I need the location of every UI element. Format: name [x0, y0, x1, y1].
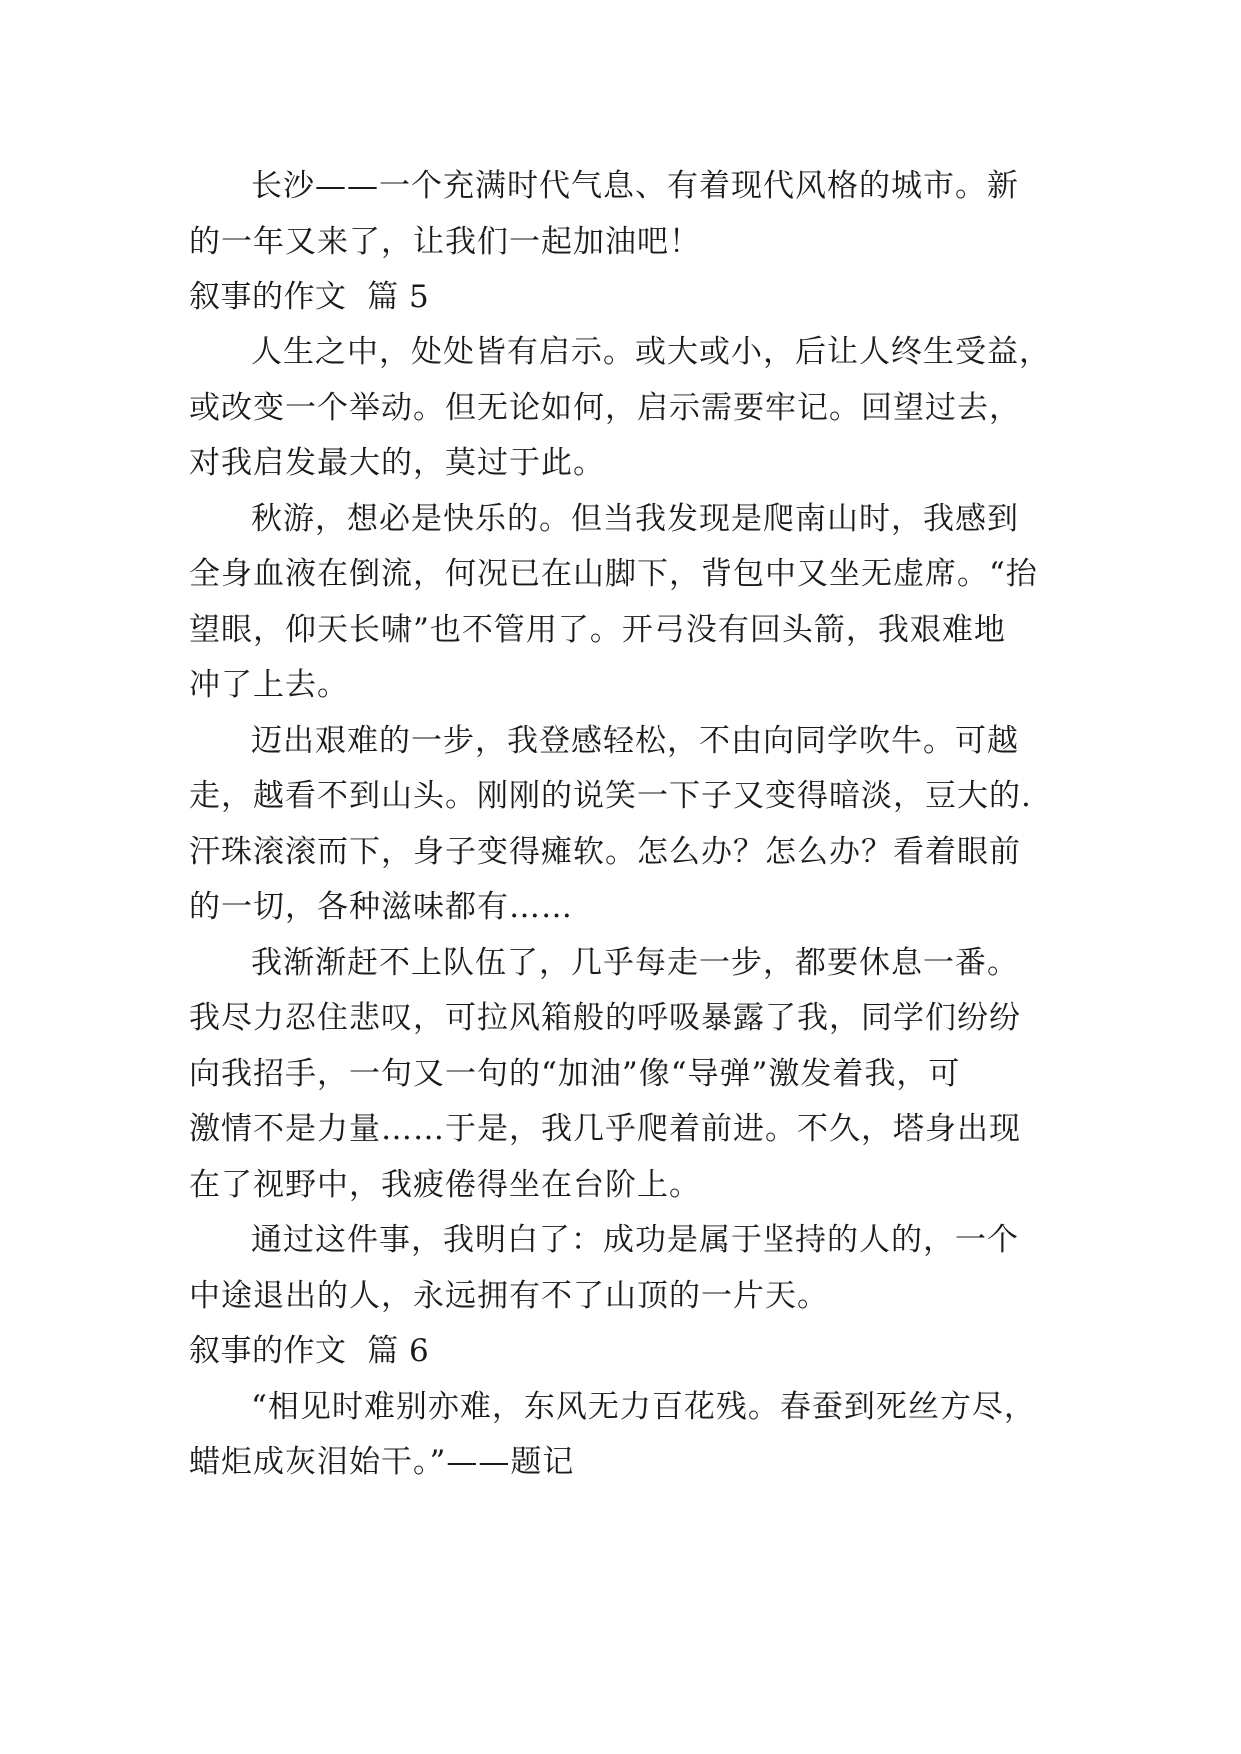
paragraph-line: 秋游，想必是快乐的。但当我发现是爬南山时，我感到 [251, 501, 1019, 537]
paragraph-line: 中途退出的人，永远拥有不了山顶的一片天。 [189, 1278, 829, 1314]
section-heading: 叙事的作文 篇 5 [189, 279, 430, 315]
paragraph-line: 我尽力忍住悲叹，可拉风箱般的呼吸暴露了我，同学们纷纷 [189, 1000, 1021, 1036]
paragraph-line: 望眼，仰天长啸”也不管用了。开弓没有回头箭，我艰难地 [189, 612, 1006, 648]
paragraph-line: 激情不是力量……于是，我几乎爬着前进。不久，塔身出现 [189, 1111, 1021, 1147]
paragraph-line: 人生之中，处处皆有启示。或大或小，后让人终生受益， [251, 334, 1051, 370]
paragraph-line: 长沙——一个充满时代气息、有着现代风格的城市。新 [251, 168, 1019, 204]
paragraph-line: 汗珠滚滚而下，身子变得瘫软。怎么办？怎么办？看着眼前 [189, 834, 1021, 870]
paragraph-line: 我渐渐赶不上队伍了，几乎每走一步，都要休息一番。 [251, 945, 1019, 981]
paragraph-line: 全身血液在倒流，何况已在山脚下，背包中又坐无虚席。“抬 [189, 556, 1038, 592]
paragraph-line: 或改变一个举动。但无论如何，启示需要牢记。回望过去， [189, 390, 1021, 426]
paragraph-line: 通过这件事，我明白了：成功是属于坚持的人的，一个 [251, 1222, 1019, 1258]
paragraph-line: 的一切，各种滋味都有…… [189, 889, 573, 925]
paragraph-line: 对我启发最大的，莫过于此。 [189, 445, 605, 481]
paragraph-line: 蜡炬成灰泪始干。”——题记 [189, 1444, 575, 1480]
paragraph-line: 的一年又来了，让我们一起加油吧！ [189, 224, 701, 260]
section-heading: 叙事的作文 篇 6 [189, 1333, 430, 1369]
paragraph-line: 迈出艰难的一步，我登感轻松，不由向同学吹牛。可越 [251, 723, 1019, 759]
paragraph-line: 冲了上去。 [189, 667, 349, 703]
paragraph-line: 向我招手，一句又一句的“加油”像“导弹”激发着我，可 [189, 1056, 961, 1092]
paragraph-line: 在了视野中，我疲倦得坐在台阶上。 [189, 1167, 701, 1203]
paragraph-line: “相见时难别亦难，东风无力百花残。春蚕到死丝方尽， [251, 1389, 1036, 1425]
paragraph-line: 走，越看不到山头。刚刚的说笑一下子又变得暗淡，豆大的. [189, 778, 1032, 814]
